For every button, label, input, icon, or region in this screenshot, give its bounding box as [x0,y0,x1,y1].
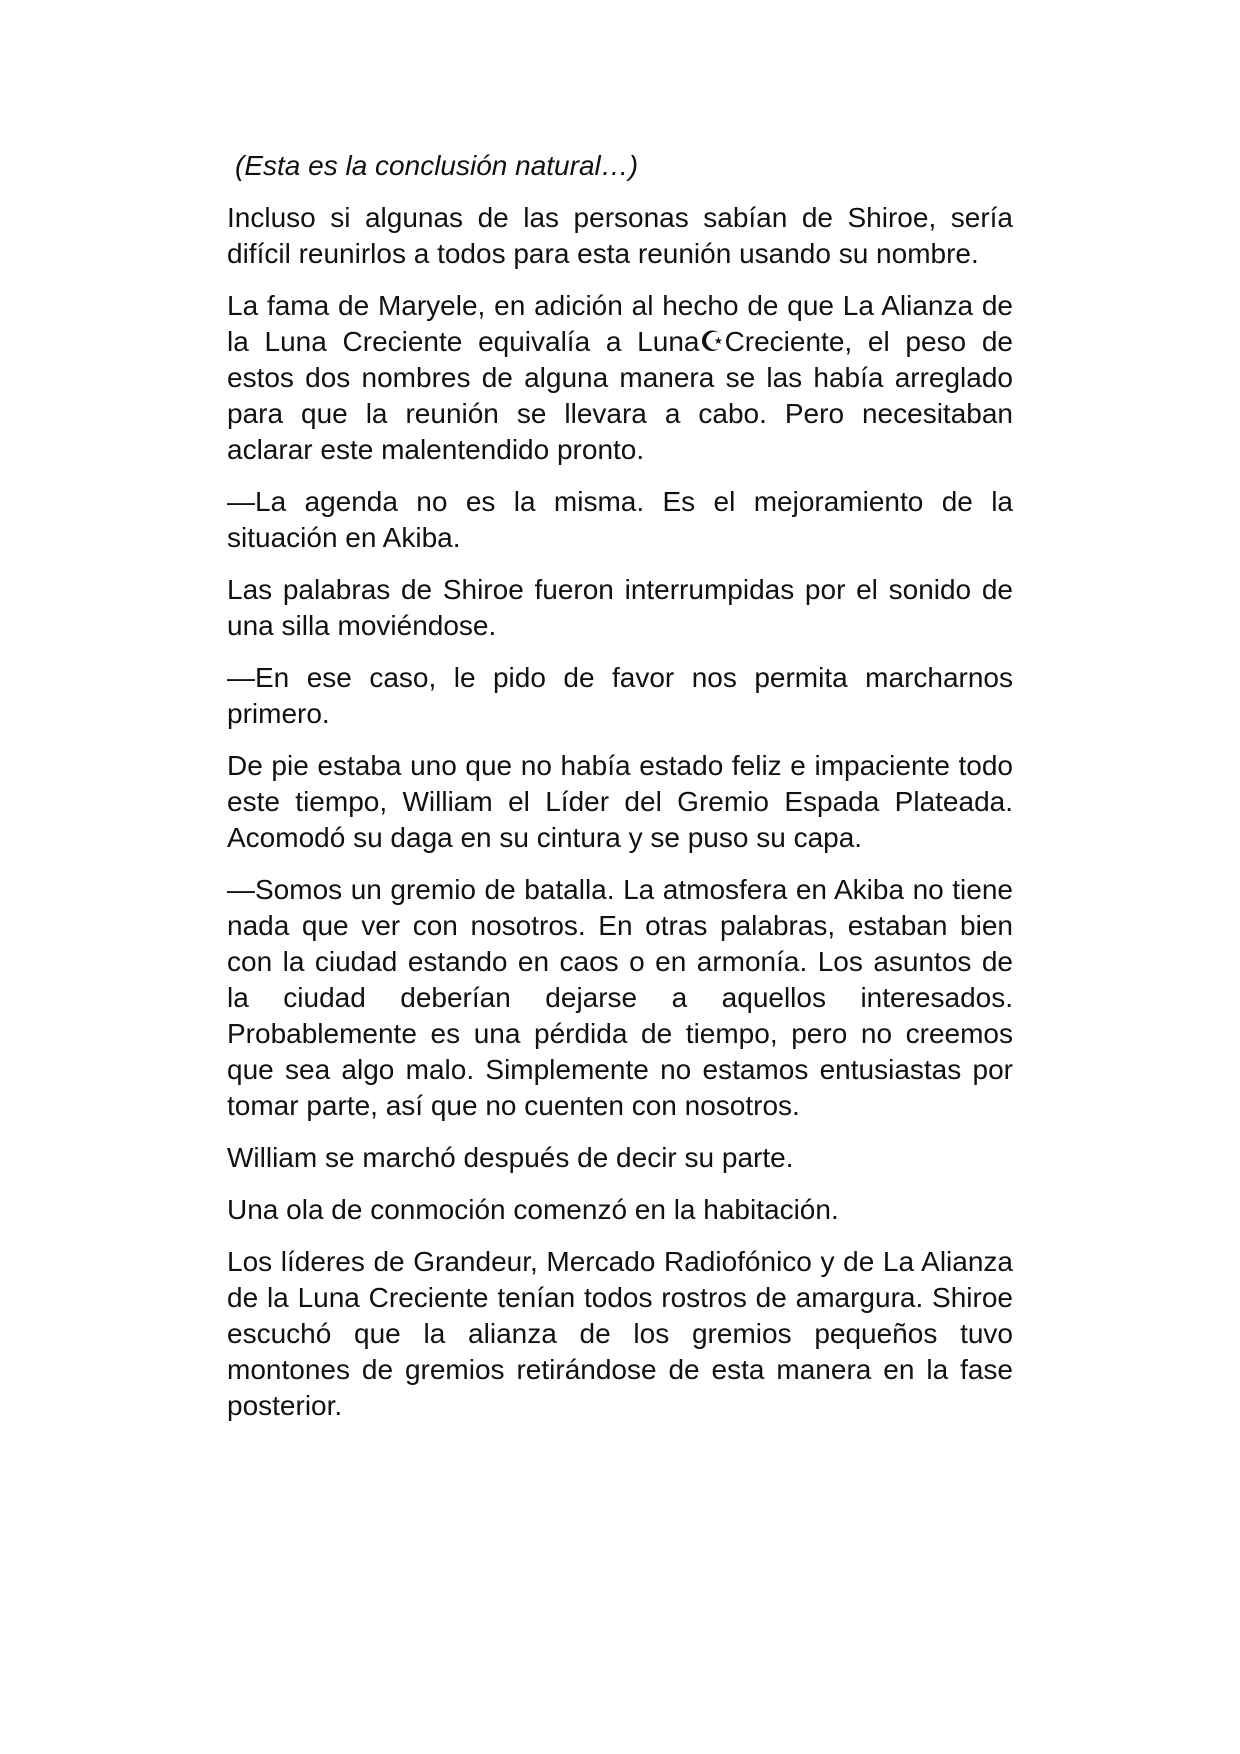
dialogue-paragraph: —Somos un gremio de batalla. La atmosfera en Akiba no tiene nada que ver con nosotros. En otras palabras, estaban bien con la ciudad estando en caos o en armonía. Los asuntos de la ciudad deberían dejarse a aquellos interesados. Probablemente es una pérdida de tiempo, pero no creemos que sea algo malo. Simplemente no estamos entusiastas por tomar parte, así que no cuenten con nosotros. [227,874,1013,1121]
body-paragraph: William se marchó después de decir su parte. [227,1142,794,1173]
dialogue-paragraph: —En ese caso, le pido de favor nos permita marcharnos primero. [227,662,1013,729]
body-paragraph: Incluso si algunas de las personas sabían de Shiroe, sería difícil reunirlos a todos para esta reunión usando su nombre. [227,202,1013,269]
body-paragraph: De pie estaba uno que no había estado feliz e impaciente todo este tiempo, William el Líder del Gremio Espada Plateada. Acomodó su daga en su cintura y se puso su capa. [227,750,1013,853]
body-paragraph: Los líderes de Grandeur, Mercado Radiofónico y de La Alianza de la Luna Creciente tenían todos rostros de amargura. Shiroe escuchó que la alianza de los gremios pequeños tuvo montones de gremios retirándose de esta manera en la fase posterior. [227,1246,1013,1421]
body-paragraph: Una ola de conmoción comenzó en la habitación. [227,1194,839,1225]
thought-paragraph: (Esta es la conclusión natural…) [235,150,639,181]
document-page [227,148,1013,1440]
body-paragraph: La fama de Maryele, en adición al hecho de que La Alianza de la Luna Creciente equivalía a Luna☪Creciente, el peso de estos dos nombres de alguna manera se las había arreglado para que la reunión se llevara a cabo. Pero necesitaban aclarar este malentendido pronto. [227,290,1013,465]
dialogue-paragraph: —La agenda no es la misma. Es el mejoramiento de la situación en Akiba. [227,486,1013,553]
body-paragraph: Las palabras de Shiroe fueron interrumpidas por el sonido de una silla moviéndose. [227,574,1013,641]
